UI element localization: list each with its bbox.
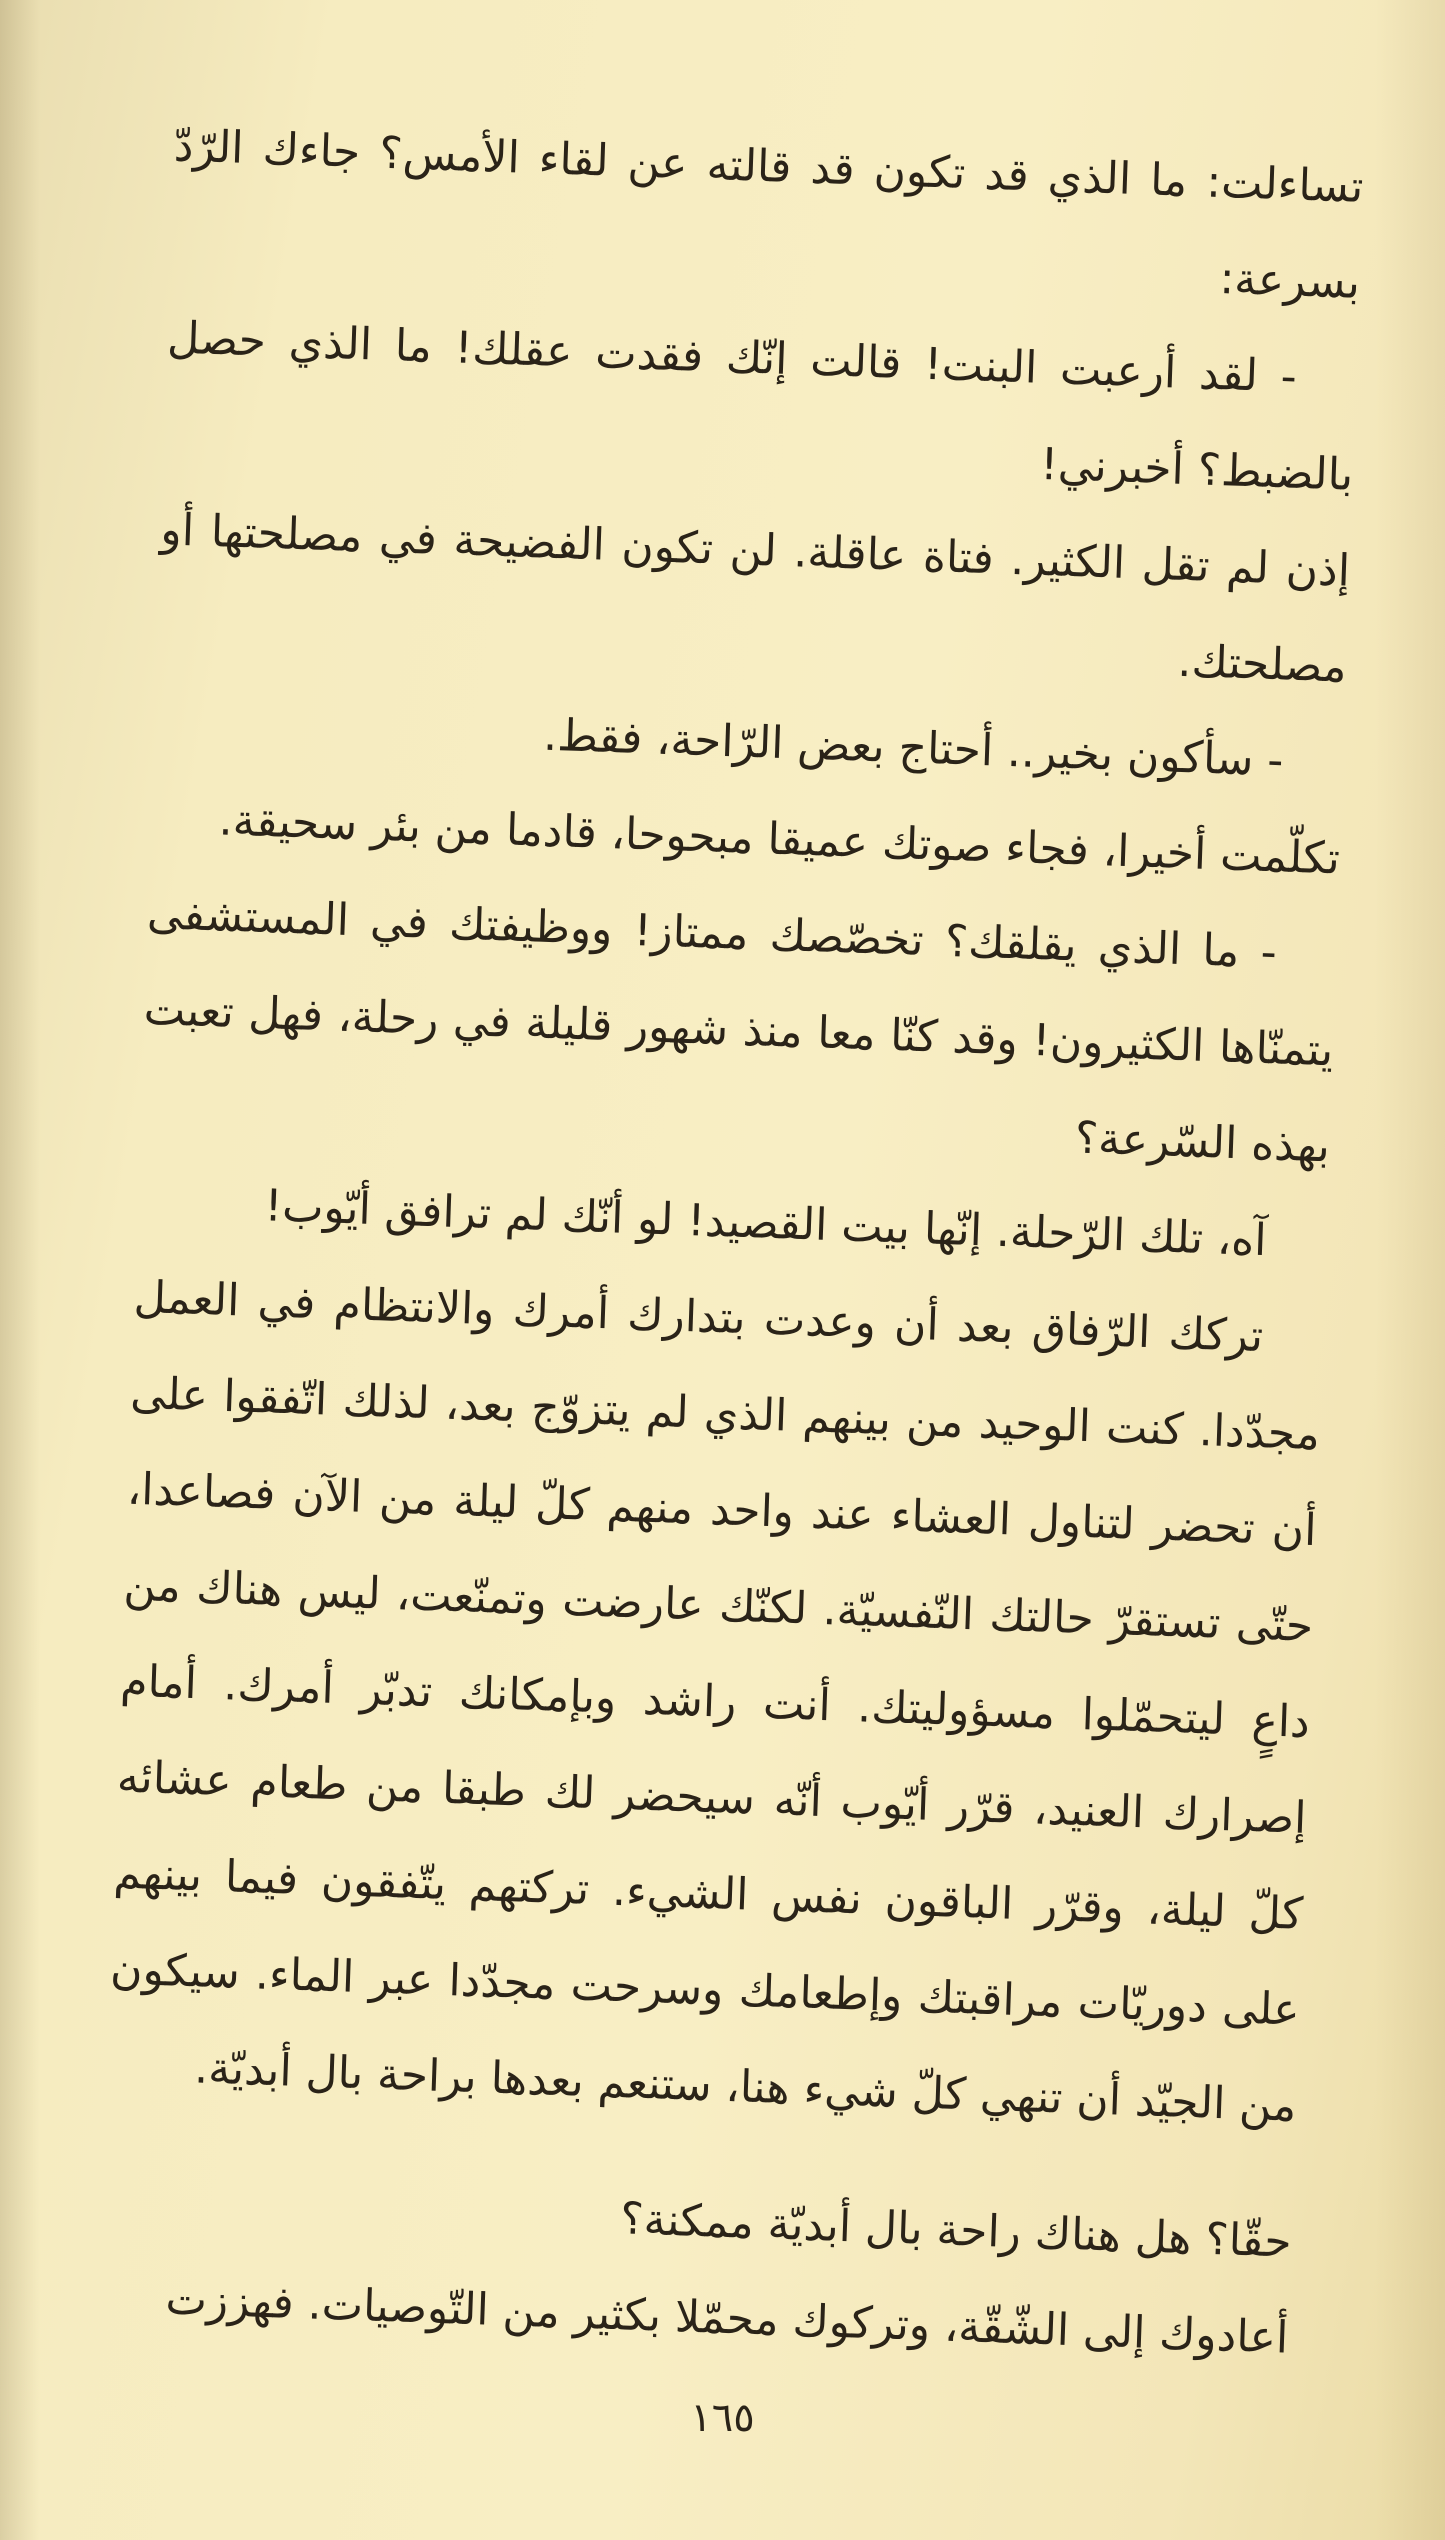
paragraph-6: - ما الذي يقلقك؟ تخصّصك ممتاز! ووظيفتك في المستشفى يتمنّاها الكثيرون! وقد كنّا معا منذ شهور قليلة في رحلة، فهل تعبت بهذه السّرعة؟	[143, 887, 1335, 1173]
paragraph-10: أعادوك إلى الشّقّة، وتركوك محمّلا بكثير من التّوصيات. فهززت	[164, 2273, 1290, 2364]
paragraph-9: حقّا؟ هل هناك راحة بال أبديّة ممكنة؟	[619, 2193, 1293, 2268]
page-edge-shadow	[1375, 0, 1445, 2540]
paragraph-7: آه، تلك الرّحلة. إنّها بيت القصيد! لو أنّك لم ترافق أيّوب!	[263, 1180, 1268, 1267]
page-number: ١٦٥	[690, 2395, 755, 2441]
paragraph-1: تساءلت: ما الذي قد تكون قد قالته عن لقاء الأمس؟ جاءك الرّدّ بسرعة:	[173, 120, 1365, 309]
paragraph-5: تكلّمت أخيرا، فجاء صوتك عميقا مبحوحا، قادما من بئر سحيقة.	[218, 794, 1341, 885]
paragraph-4: - سأكون بخير.. أحتاج بعض الرّاحة، فقط.	[542, 709, 1285, 787]
page-body-text	[97, 98, 1365, 2386]
page-gutter-shadow	[0, 0, 40, 2540]
paragraph-2: - لقد أرعبت البنت! قالت إنّك فقدت عقلك! ما الذي حصل بالضبط؟ أخبرني!	[166, 312, 1355, 501]
paragraph-8: تركك الرّفاق بعد أن وعدت بتدارك أمرك والانتظام في العمل مجدّدا. كنت الوحيد من بينهم الذي لم يتزوّج بعد، لذلك اتّفقوا على أن تحضر لتناول العشاء عند واحد منهم كلّ ليلة من الآن فصاعدا، حتّى تستقرّ حالتك النّفسيّة. لكنّك عارضت وتمنّعت، ليس هناك من داعٍ ليتحمّلوا مسؤوليتك. أنت راشد وبإمكانك تدبّر أمرك. أمام إصرارك العنيد، قرّر أيّوب أنّه سيحضر لك طبقا من طعام عشائه كلّ ليلة، وقرّر الباقون نفس الشيء. تركتهم يتّفقون فيما بينهم على دوريّات مراقبتك وإطعامك وسرحت مجدّدا عبر الماء. سيكون من الجيّد أن تنهي كلّ شيء هنا، ستنعم بعدها براحة بال أبديّة.	[109, 1271, 1321, 2132]
paragraph-3: إذن لم تقل الكثير. فتاة عاقلة. لن تكون الفضيحة في مصلحتها أو مصلحتك.	[159, 504, 1351, 693]
